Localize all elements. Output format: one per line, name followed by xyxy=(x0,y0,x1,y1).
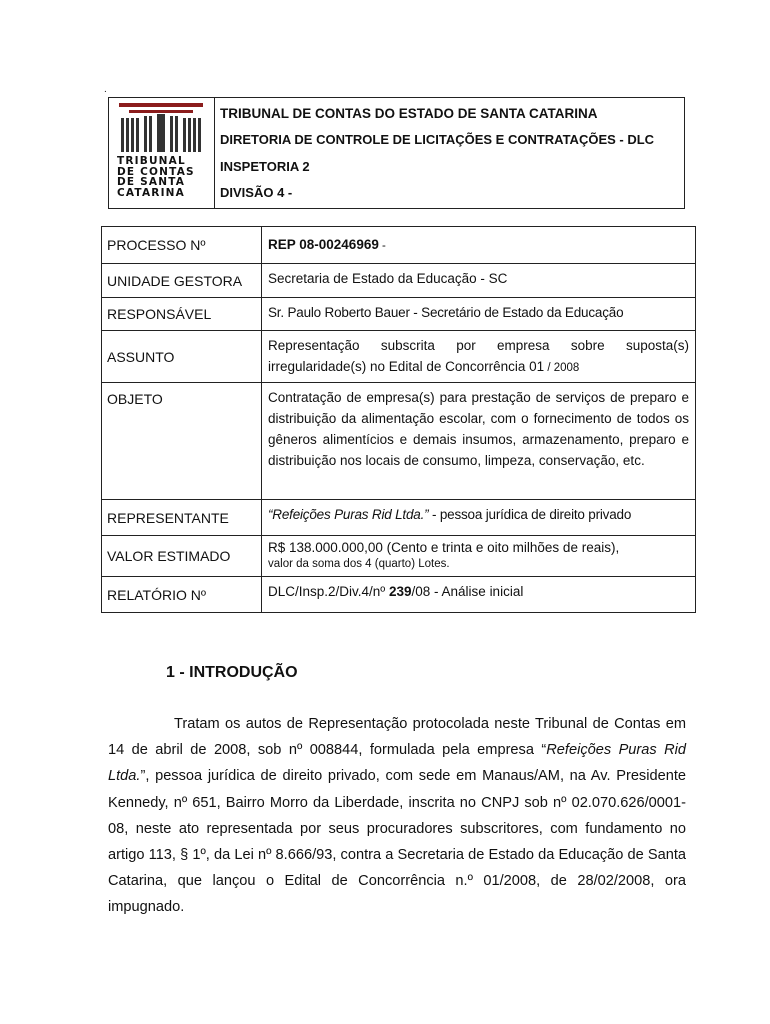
unidade-label: UNIDADE GESTORA xyxy=(102,264,262,298)
stray-mark: . xyxy=(104,84,107,95)
tce-sc-logo xyxy=(109,98,215,208)
assunto-value xyxy=(262,331,696,383)
objeto-value: Contratação de empresa(s) para prestação de serviços de preparo e distribuição da alimentação escolar, com o fornecimento de todos os gêneros alimentícios e demais insumos, armazenamento, preparo e distribuição nos locais de consumo, limpeza, conservação, etc. xyxy=(262,383,696,500)
case-info-table xyxy=(101,226,696,613)
row-representante xyxy=(102,500,696,536)
valor-note: valor da soma dos 4 (quarto) Lotes. xyxy=(268,558,450,570)
row-relatorio xyxy=(102,577,696,613)
relatorio-number: 239 xyxy=(388,584,412,599)
directorate-name: DIRETORIA DE CONTROLE DE LICITAÇÕES E CONTRATAÇÕES - DLC xyxy=(220,132,655,148)
intro-paragraph xyxy=(108,711,686,921)
row-assunto xyxy=(102,331,696,383)
row-responsavel xyxy=(102,298,696,331)
paragraph-part-1: Tratam os autos de Representação protocolada neste Tribunal de Contas em 14 de abril de 2008, sob nº 008844, formulada pela empresa “ xyxy=(108,716,686,759)
representante-company: “Refeições Puras Rid Ltda.” xyxy=(268,507,429,522)
paragraph-part-2: ”, pessoa jurídica de direito privado, com sede em Manaus/AM, na Av. Presidente Kennedy, nº 651, Bairro Morro da Liberdade, inscrita no CNPJ sob nº 02.070.626/0001-08, neste ato representada por seus procuradores subscritores, com fundamento no artigo 113, § 1º, da Lei nº 8.666/93, contra a Secretaria de Estado da Educação de Santa Catarina, que lançou o Edital de Concorrência n.º 01/2008, de 28/02/2008, ora impugnado. xyxy=(108,768,686,916)
responsavel-value: Sr. Paulo Roberto Bauer - Secretário de Estado da Educação xyxy=(262,298,696,331)
valor-value xyxy=(262,536,696,577)
valor-amount: R$ 138.000.000,00 (Cento e trinta e oito milhões de reais), xyxy=(268,540,620,555)
objeto-label: OBJETO xyxy=(102,383,262,500)
unidade-value: Secretaria de Estado da Educação - SC xyxy=(262,264,696,298)
assunto-year: / 2008 xyxy=(544,362,580,374)
processo-number: REP 08-00246969 xyxy=(268,237,379,252)
court-name: TRIBUNAL DE CONTAS DO ESTADO DE SANTA CATARINA xyxy=(220,105,598,121)
paragraph-company: Refeições Puras Rid Ltda. xyxy=(108,742,687,785)
logo-line-2: DE CONTAS xyxy=(117,165,195,178)
representante-label: REPRESENTANTE xyxy=(102,500,262,536)
relatorio-label: RELATÓRIO Nº xyxy=(102,577,262,613)
row-processo xyxy=(102,227,696,264)
relatorio-suffix: /08 - Análise inicial xyxy=(411,584,524,599)
processo-value xyxy=(262,227,696,264)
representante-value xyxy=(262,500,696,536)
logo-line-3: DE SANTA xyxy=(117,176,186,188)
relatorio-prefix: DLC/Insp.2/Div.4/nº xyxy=(268,584,389,599)
header-titles xyxy=(215,98,684,208)
processo-label: PROCESSO Nº xyxy=(102,227,262,264)
valor-label: VALOR ESTIMADO xyxy=(102,536,262,577)
logo-emblem-icon xyxy=(109,98,213,156)
section-title: 1 - INTRODUÇÃO xyxy=(166,664,298,681)
assunto-text: Representação subscrita por empresa sobre suposta(s) irregularidade(s) no Edital de Concorrência 01 xyxy=(268,338,689,374)
inspectorate-name: INSPETORIA 2 xyxy=(220,158,310,174)
logo-line-1: TRIBUNAL xyxy=(117,155,186,167)
processo-suffix: - xyxy=(378,240,386,252)
logo-wordmark xyxy=(117,156,209,198)
relatorio-value xyxy=(262,577,696,613)
row-objeto xyxy=(102,383,696,500)
row-unidade xyxy=(102,264,696,298)
representante-type: - pessoa jurídica de direito privado xyxy=(428,507,632,522)
responsavel-label: RESPONSÁVEL xyxy=(102,298,262,331)
document-header xyxy=(108,97,685,209)
assunto-label: ASSUNTO xyxy=(102,331,262,383)
division-name: DIVISÃO 4 - xyxy=(220,185,293,201)
row-valor xyxy=(102,536,696,577)
logo-line-4: CATARINA xyxy=(117,186,185,199)
